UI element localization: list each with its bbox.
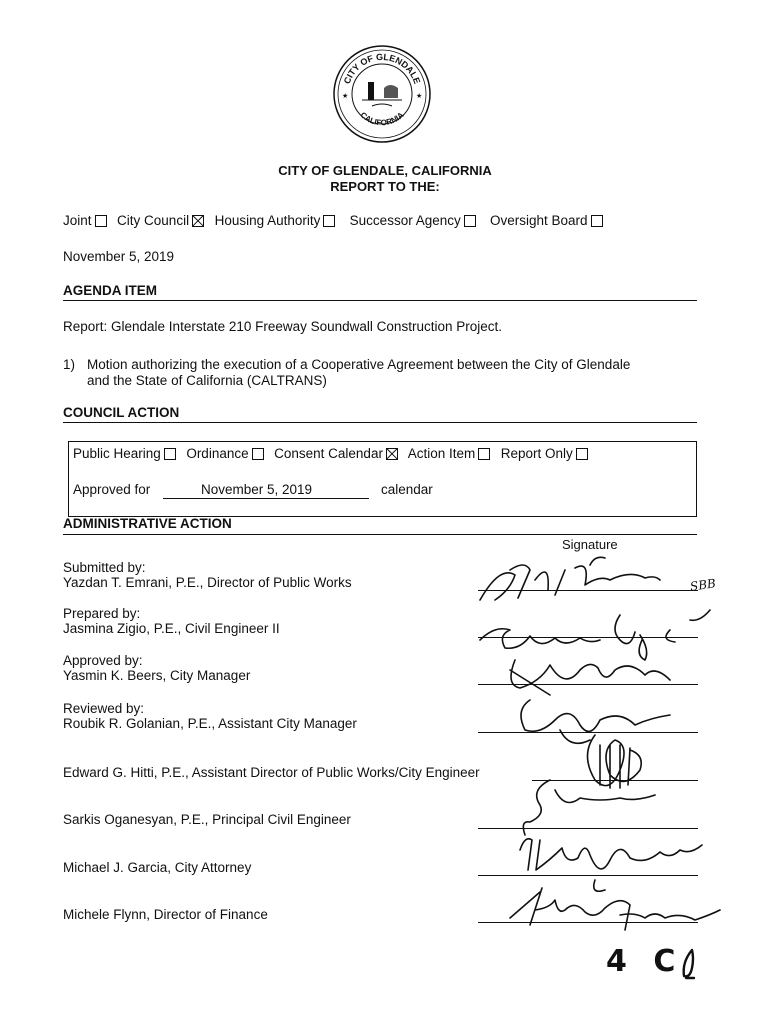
item-number-stamp: 4 C — [606, 944, 684, 979]
signature-flynn — [510, 888, 720, 930]
signature-golanian — [521, 700, 670, 743]
signature-garcia — [520, 839, 702, 892]
option-report-only-label: Report Only — [500, 446, 573, 461]
admin-rule — [63, 534, 697, 535]
approved-date-underline — [163, 498, 369, 499]
approved-for-label: Approved for — [73, 482, 151, 497]
reviewer-hitti: Edward G. Hitti, P.E., Assistant Director of Public Works/City Engineer — [63, 765, 480, 780]
signature-label: Signature — [562, 537, 618, 552]
calendar-label: calendar — [381, 482, 433, 497]
submitted-name: Yazdan T. Emrani, P.E., Director of Public Works — [63, 575, 352, 590]
reviewed-name: Roubik R. Golanian, P.E., Assistant City Manager — [63, 716, 357, 731]
option-report-only-checkbox[interactable] — [576, 448, 588, 460]
option-ordinance-checkbox[interactable] — [252, 448, 264, 460]
recipient-housing-authority-checkbox[interactable] — [323, 215, 335, 227]
option-consent-calendar-label: Consent Calendar — [274, 446, 383, 461]
recipient-city-council-label: City Council — [117, 213, 190, 228]
svg-text:★: ★ — [342, 93, 349, 100]
council-heading: COUNCIL ACTION — [63, 405, 180, 420]
recipient-city-council-checkbox[interactable] — [192, 215, 204, 227]
agenda-heading: AGENDA ITEM — [63, 283, 157, 298]
reviewed-label: Reviewed by: — [63, 701, 145, 716]
signature-oganesyan — [523, 780, 655, 835]
reviewer-oganesyan: Sarkis Oganesyan, P.E., Principal Civil Engineer — [63, 812, 351, 827]
motion-line1: Motion authorizing the execution of a Cooperative Agreement between the City of Glendale — [87, 357, 631, 372]
option-action-item-checkbox[interactable] — [478, 448, 490, 460]
recipient-row — [63, 213, 606, 228]
report-date: November 5, 2019 — [63, 249, 175, 264]
svg-text:CITY OF GLENDALE — [342, 52, 422, 85]
option-ordinance-label: Ordinance — [186, 446, 249, 461]
agenda-report: Report: Glendale Interstate 210 Freeway Soundwall Construction Project. — [63, 319, 502, 334]
option-public-hearing-checkbox[interactable] — [164, 448, 176, 460]
recipient-oversight-board-label: Oversight Board — [490, 213, 588, 228]
council-rule — [63, 422, 697, 423]
option-action-item-label: Action Item — [407, 446, 476, 461]
recipient-joint-label: Joint — [63, 213, 92, 228]
submitted-label: Submitted by: — [63, 560, 146, 575]
header-line1: CITY OF GLENDALE, CALIFORNIA — [278, 163, 492, 178]
reviewer-flynn: Michele Flynn, Director of Finance — [63, 907, 268, 922]
approved-by-label: Approved by: — [63, 653, 143, 668]
header-line2: REPORT TO THE: — [330, 179, 440, 194]
initials: SBB — [689, 576, 717, 594]
recipient-oversight-board-checkbox[interactable] — [591, 215, 603, 227]
recipient-successor-agency-checkbox[interactable] — [464, 215, 476, 227]
approved-by-name: Yasmin K. Beers, City Manager — [63, 668, 251, 683]
city-seal — [332, 44, 432, 144]
admin-heading: ADMINISTRATIVE ACTION — [63, 516, 232, 531]
approved-date: November 5, 2019 — [201, 482, 313, 497]
prepared-label: Prepared by: — [63, 606, 141, 621]
motion-number: 1) — [63, 357, 76, 372]
svg-text:★: ★ — [416, 93, 423, 100]
recipient-housing-authority-label: Housing Authority — [214, 213, 321, 228]
svg-text:CALIFORNIA — [358, 110, 405, 127]
seal-bottom-text: CALIFORNIA — [358, 110, 406, 128]
signature-emrani — [480, 557, 660, 600]
prepared-name: Jasmina Zigio, P.E., Civil Engineer II — [63, 621, 280, 636]
council-options-row — [73, 446, 591, 461]
signature-zigic — [480, 610, 710, 660]
handwritten-signatures — [470, 540, 730, 940]
reviewer-garcia: Michael J. Garcia, City Attorney — [63, 860, 252, 875]
seal-top-text: CITY OF GLENDALE — [341, 51, 423, 86]
motion-line2: and the State of California (CALTRANS) — [87, 373, 327, 388]
recipient-joint-checkbox[interactable] — [95, 215, 107, 227]
option-public-hearing-label: Public Hearing — [73, 446, 161, 461]
option-consent-calendar-checkbox[interactable] — [386, 448, 398, 460]
signature-hitti — [588, 735, 642, 788]
signature-beers — [510, 660, 670, 695]
hand-mark-icon — [678, 948, 700, 982]
agenda-rule — [63, 300, 697, 301]
recipient-successor-agency-label: Successor Agency — [349, 213, 461, 228]
